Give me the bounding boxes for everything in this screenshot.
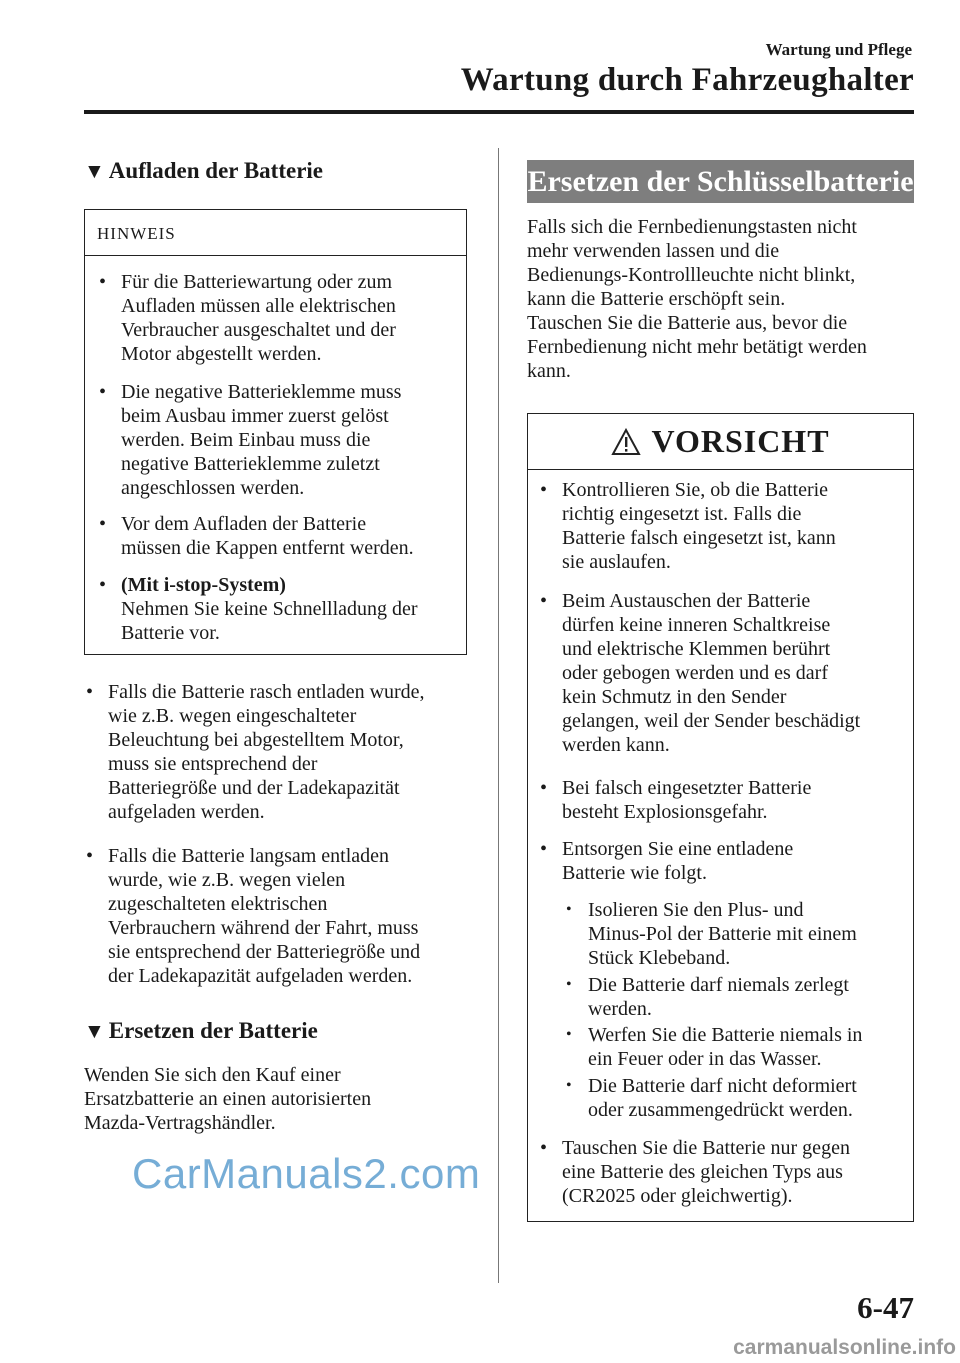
warning-icon xyxy=(611,428,641,456)
caution-subitem xyxy=(566,973,906,1021)
bullet-icon: • xyxy=(540,590,548,612)
note-item xyxy=(99,380,459,500)
triangle-down-icon: ▼ xyxy=(84,1018,105,1043)
caution-item xyxy=(540,1136,910,1208)
bullet-icon: • xyxy=(540,777,548,799)
key-battery-title-bar: Ersetzen der Schlüsselbatterie xyxy=(527,160,914,203)
note-title: HINWEIS xyxy=(97,224,176,243)
sub-bullet-icon: • xyxy=(566,976,572,993)
bullet-icon: • xyxy=(99,574,107,596)
caution-item-text: Bei falsch eingesetzter Batterie besteht Explosionsgefahr. xyxy=(562,777,812,823)
note-item-text: Vor dem Aufladen der Batterie müssen die Kappen entfernt werden. xyxy=(121,513,414,559)
sub-bullet-icon: • xyxy=(566,1026,572,1043)
note-item xyxy=(99,270,459,366)
section-heading-replace-text: Ersetzen der Batterie xyxy=(108,1018,318,1043)
caution-subitem-text: Isolieren Sie den Plus- und Minus-Pol der Batterie mit einem Stück Klebeband. xyxy=(588,899,857,969)
column-divider xyxy=(498,148,499,1283)
note-item-text-rest: Nehmen Sie keine Schnellladung der Batterie vor. xyxy=(121,598,418,644)
bullet-icon: • xyxy=(540,1137,548,1159)
bullet-icon: • xyxy=(540,479,548,501)
note-item-text: Die negative Batterieklemme muss beim Ausbau immer zuerst gelöst werden. Beim Einbau muss die negative Batterieklemme zuletzt angeschlossen werden. xyxy=(121,381,402,499)
note-box xyxy=(84,209,467,655)
caution-item xyxy=(540,478,910,574)
caution-item xyxy=(540,589,910,757)
caution-item-text: Beim Austauschen der Batterie dürfen keine inneren Schaltkreise und elektrische Klemmen berührt oder gebogen werden und es darf kein Schmutz in den Sender gelangen, weil der Sender beschädigt werden kann. xyxy=(562,590,861,756)
caution-box xyxy=(527,413,914,1222)
header-rule xyxy=(84,110,914,114)
caution-subitem xyxy=(566,1074,906,1122)
caution-separator xyxy=(528,469,913,470)
caution-header xyxy=(528,414,913,469)
bullet-icon: • xyxy=(86,845,94,867)
caution-item xyxy=(540,837,910,885)
list-item-text: Falls die Batterie langsam entladen wurde, wie z.B. wegen vielen zugeschalteten elektrischen Verbrauchern während der Fahrt, muss sie entsprechend der Batteriegröße und der Ladekapazität aufgeladen werden. xyxy=(108,845,421,987)
caution-item-text: Kontrollieren Sie, ob die Batterie richtig eingesetzt ist. Falls die Batterie falsch eingesetzt ist, kann sie auslaufen. xyxy=(562,479,836,573)
section-heading-charge xyxy=(84,158,323,184)
caution-item-text: Entsorgen Sie eine entladene Batterie wie folgt. xyxy=(562,838,794,884)
sub-bullet-icon: • xyxy=(566,901,572,918)
caution-title: VORSICHT xyxy=(651,423,830,459)
bullet-icon: • xyxy=(99,513,107,535)
sub-bullet-icon: • xyxy=(566,1077,572,1094)
list-item-text: Falls die Batterie rasch entladen wurde, wie z.B. wegen eingeschalteter Beleuchtung bei abgestelltem Motor, muss sie entsprechend der Batteriegröße und der Ladekapazität aufgeladen werden. xyxy=(108,681,425,823)
page-title: Wartung durch Fahrzeughalter xyxy=(460,62,914,98)
note-item-bold: (Mit i-stop-System) xyxy=(121,574,286,596)
section-heading-replace xyxy=(84,1018,318,1044)
header-section-label: Wartung und Pflege xyxy=(765,40,912,59)
bullet-icon: • xyxy=(86,681,94,703)
note-item xyxy=(99,573,459,645)
replace-paragraph: Wenden Sie sich den Kauf einer Ersatzbatterie an einen autorisierten Mazda-Vertragshändler. xyxy=(84,1064,372,1134)
page-number: 6-47 xyxy=(857,1290,914,1325)
section-heading-charge-text: Aufladen der Batterie xyxy=(108,158,324,183)
bullet-icon: • xyxy=(99,381,107,403)
caution-subitem-text: Die Batterie darf nicht deformiert oder zusammengedrückt werden. xyxy=(588,1075,857,1121)
caution-item-text: Tauschen Sie die Batterie nur gegen eine Batterie des gleichen Typs aus (CR2025 oder gleichwertig). xyxy=(562,1137,850,1207)
list-item xyxy=(86,844,486,988)
caution-item xyxy=(540,776,910,824)
caution-subitem-text: Die Batterie darf niemals zerlegt werden. xyxy=(588,974,849,1020)
caution-subitem xyxy=(566,1023,906,1071)
note-item xyxy=(99,512,459,560)
note-separator xyxy=(85,255,466,256)
bullet-icon: • xyxy=(540,838,548,860)
note-item-text xyxy=(121,573,459,645)
footer-url-link[interactable]: carmanualsonline.info xyxy=(733,1336,956,1359)
bullet-icon: • xyxy=(99,271,107,293)
triangle-down-icon: ▼ xyxy=(84,158,105,183)
caution-subitem xyxy=(566,898,906,970)
note-item-text: Für die Batteriewartung oder zum Aufladen müssen alle elektrischen Verbraucher ausgeschaltet und der Motor abgestellt werden. xyxy=(121,271,396,365)
watermark-link[interactable]: CarManuals2.com xyxy=(132,1150,481,1197)
list-item xyxy=(86,680,486,824)
key-battery-paragraph: Falls sich die Fernbedienungstasten nicht mehr verwenden lassen und die Bedienungs-Kontrollleuchte nicht blinkt, kann die Batterie erschöpft sein. Tauschen Sie die Batterie aus, bevor die Fernbedienung nicht mehr betätigt werden kann. xyxy=(527,216,867,382)
caution-subitem-text: Werfen Sie die Batterie niemals in ein Feuer oder in das Wasser. xyxy=(588,1024,863,1070)
